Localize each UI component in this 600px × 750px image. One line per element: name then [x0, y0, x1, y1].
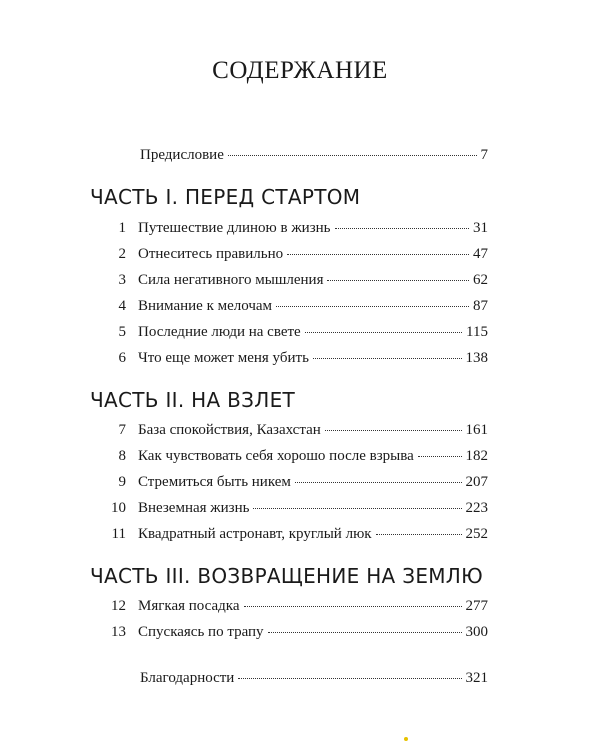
dot-leader: [268, 632, 462, 633]
part-heading-3: ЧАСТЬ III. ВОЗВРАЩЕНИЕ НА ЗЕМЛЮ: [90, 564, 484, 588]
chapter-number: 9: [118, 474, 126, 490]
dot-leader: [335, 228, 469, 229]
dot-leader: [295, 482, 462, 483]
toc-entry-page: 31: [473, 220, 488, 236]
toc-entry-label: Внеземная жизнь: [138, 500, 250, 516]
page-title: СОДЕРЖАНИЕ: [212, 57, 388, 84]
toc-entry-page: 277: [465, 598, 488, 614]
toc-entry-label: Как чувствовать себя хорошо после взрыва: [138, 448, 414, 464]
chapter-number: 10: [111, 500, 126, 516]
scan-speck: [404, 737, 408, 741]
chapter-number: 4: [118, 298, 126, 314]
chapter-number: 6: [118, 350, 126, 366]
toc-entry-page: 87: [473, 298, 488, 314]
chapter-number: 2: [118, 246, 126, 262]
toc-entry-page: 115: [466, 324, 488, 340]
dot-leader: [418, 456, 462, 457]
dot-leader: [376, 534, 462, 535]
dot-leader: [325, 430, 462, 431]
toc-entry-chapter-13[interactable]: [104, 623, 488, 641]
toc-entry-chapter-10[interactable]: [104, 499, 488, 517]
dot-leader: [244, 606, 462, 607]
toc-entry-label: Мягкая посадка: [138, 598, 240, 614]
toc-entry-page: 300: [465, 624, 488, 640]
toc-entry-acknowledgements[interactable]: [140, 669, 488, 687]
toc-entry-chapter-5[interactable]: [104, 323, 488, 341]
dot-leader: [253, 508, 461, 509]
toc-entry-page: 161: [465, 422, 488, 438]
toc-entry-page: 223: [465, 500, 488, 516]
dot-leader: [238, 678, 461, 679]
toc-entry-page: 138: [465, 350, 488, 366]
toc-entry-page: 252: [465, 526, 488, 542]
toc-entry-chapter-8[interactable]: [104, 447, 488, 465]
toc-entry-chapter-1[interactable]: [104, 219, 488, 237]
toc-entry-label: Спускаясь по трапу: [138, 624, 264, 640]
toc-entry-label: Отнеситесь правильно: [138, 246, 284, 262]
toc-entry-page: 321: [465, 670, 488, 686]
toc-entry-label: Что еще может меня убить: [138, 350, 309, 366]
toc-entry-label: Благодарности: [140, 670, 235, 686]
toc-entry-page: 47: [473, 246, 488, 262]
toc-entry-label: Путешествие длиною в жизнь: [138, 220, 331, 236]
toc-entry-page: 182: [465, 448, 488, 464]
toc-entry-chapter-6[interactable]: [104, 349, 488, 367]
toc-entry-label: Внимание к мелочам: [138, 298, 273, 314]
dot-leader: [228, 155, 477, 156]
toc-entry-page: 7: [480, 147, 488, 163]
toc-entry-page: 62: [473, 272, 488, 288]
toc-entry-label: Сила негативного мышления: [138, 272, 324, 288]
dot-leader: [305, 332, 462, 333]
toc-entry-chapter-7[interactable]: [104, 421, 488, 439]
toc-entry-label: Последние люди на свете: [138, 324, 301, 340]
chapter-number: 12: [111, 598, 126, 614]
toc-entry-label: База спокойствия, Казахстан: [138, 422, 321, 438]
chapter-number: 8: [118, 448, 126, 464]
chapter-number: 5: [118, 324, 126, 340]
toc-entry-chapter-12[interactable]: [104, 597, 488, 615]
toc-entry-chapter-3[interactable]: [104, 271, 488, 289]
chapter-number: 7: [118, 422, 126, 438]
part-heading-1: ЧАСТЬ I. ПЕРЕД СТАРТОМ: [90, 185, 361, 209]
toc-entry-chapter-9[interactable]: [104, 473, 488, 491]
part-heading-2: ЧАСТЬ II. НА ВЗЛЕТ: [90, 388, 296, 412]
toc-entry-preface[interactable]: [140, 146, 488, 164]
toc-entry-chapter-2[interactable]: [104, 245, 488, 263]
chapter-number: 3: [118, 272, 126, 288]
chapter-number: 1: [118, 220, 126, 236]
dot-leader: [276, 306, 469, 307]
toc-entry-label: Квадратный астронавт, круглый люк: [138, 526, 372, 542]
toc-entry-chapter-11[interactable]: [104, 525, 488, 543]
toc-entry-label: Предисловие: [140, 147, 224, 163]
dot-leader: [313, 358, 462, 359]
toc-entry-page: 207: [465, 474, 488, 490]
toc-entry-chapter-4[interactable]: [104, 297, 488, 315]
chapter-number: 11: [111, 526, 126, 542]
dot-leader: [327, 280, 469, 281]
chapter-number: 13: [111, 624, 126, 640]
toc-entry-label: Стремиться быть никем: [138, 474, 291, 490]
dot-leader: [287, 254, 469, 255]
